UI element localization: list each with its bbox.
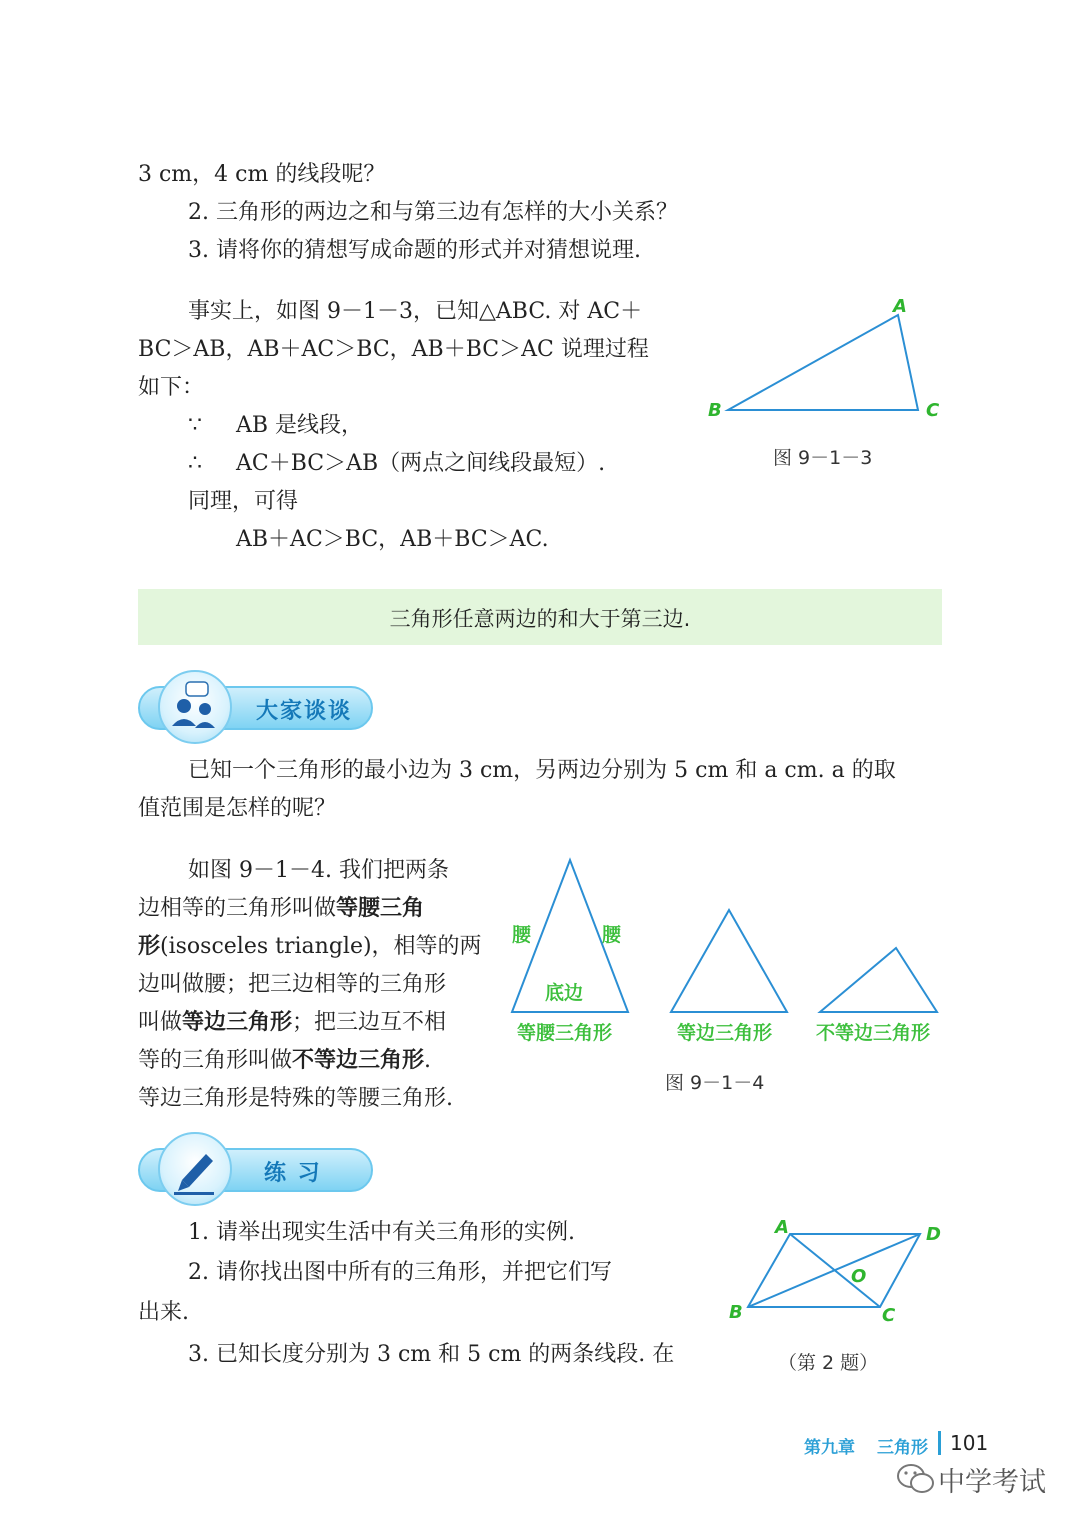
- practice-2: 2. 请你找出图中所有的三角形，并把它们写: [188, 1260, 612, 1285]
- proof-line-2: BC＞AB，AB＋AC＞BC，AB＋BC＞AC 说理过程: [138, 337, 649, 362]
- scalene-caption: 不等边三角形: [816, 1022, 931, 1044]
- question-3: 3. 请将你的猜想写成命题的形式并对猜想说理.: [188, 238, 641, 263]
- equilateral-triangle: [671, 910, 787, 1012]
- vertex-d-label: D: [926, 1224, 941, 1245]
- page-number: 101: [950, 1431, 989, 1455]
- pencil-icon: [160, 1134, 230, 1204]
- def-text: 等的三角形叫做: [138, 1048, 293, 1073]
- def-text: 边相等的三角形叫做: [138, 896, 337, 921]
- practice-label: 练 习: [264, 1161, 322, 1186]
- proof-result: AB＋AC＞BC，AB＋BC＞AC.: [236, 527, 549, 552]
- def-text: 叫做: [138, 1010, 183, 1035]
- isosceles-caption: 等腰三角形: [517, 1022, 613, 1044]
- term-isosceles-end: 形: [138, 934, 161, 959]
- diagonal-bd: [748, 1234, 920, 1307]
- def-line-1: 如图 9－1－4. 我们把两条: [188, 858, 449, 883]
- practice-icon-circle: [158, 1132, 232, 1206]
- practice-2-cont: 出来.: [138, 1300, 189, 1325]
- discuss-line-2: 值范围是怎样的呢？: [138, 796, 337, 821]
- scalene-triangle: [820, 948, 937, 1012]
- term-isosceles: 等腰三角: [336, 896, 425, 921]
- vertex-a-label: A: [893, 296, 907, 317]
- because-symbol: ∵: [188, 413, 202, 438]
- def-line-6: [138, 1046, 431, 1076]
- point-o-label: O: [851, 1266, 867, 1287]
- leg-right-label: 腰: [602, 924, 622, 946]
- footer-divider: [938, 1431, 941, 1455]
- equilateral-caption: 等边三角形: [677, 1022, 773, 1044]
- question-2: 2. 三角形的两边之和与第三边有怎样的大小关系？: [188, 200, 678, 225]
- wechat-icon: [896, 1462, 936, 1496]
- practice-3: 3. 已知长度分别为 3 cm 和 5 cm 的两条线段. 在: [188, 1342, 675, 1367]
- leg-left-label: 腰: [512, 924, 532, 946]
- vertex-a-label: A: [775, 1217, 789, 1238]
- figure-caption: 图 9－1－3: [773, 447, 873, 469]
- practice-1: 1. 请举出现实生活中有关三角形的实例.: [188, 1220, 575, 1245]
- term-equilateral: 等边三角形: [182, 1010, 293, 1035]
- def-line-2: [138, 894, 424, 924]
- chapter-number: 第九章: [804, 1438, 855, 1458]
- def-text: (isosceles triangle)，相等的两: [160, 934, 482, 959]
- def-line-4: 边叫做腰；把三边相等的三角形: [138, 972, 447, 997]
- def-line-5: [138, 1008, 446, 1038]
- def-text: ；把三边互不相: [292, 1010, 447, 1035]
- term-scalene: 不等边三角形: [292, 1048, 425, 1073]
- def-text: .: [424, 1048, 432, 1073]
- similarly-text: 同理，可得: [188, 489, 299, 514]
- vertex-b-label: B: [729, 1302, 743, 1323]
- triangle-abc: [728, 315, 918, 410]
- theorem-text: 三角形任意两边的和大于第三边.: [389, 607, 691, 631]
- theorem-box: [138, 589, 942, 645]
- proof-line-3: 如下：: [138, 375, 205, 400]
- discuss-line-1: 已知一个三角形的最小边为 3 cm，另两边分别为 5 cm 和 a cm. a 的取: [188, 758, 896, 783]
- watermark-text: 中学考试: [938, 1467, 1046, 1498]
- figure-caption: （第 2 题）: [778, 1352, 879, 1374]
- proof-line-1: 事实上，如图 9－1－3，已知△ABC. 对 AC＋: [188, 299, 643, 324]
- therefore-text: AC＋BC＞AB（两点之间线段最短）.: [236, 451, 606, 476]
- figure-caption: 图 9－1－4: [665, 1072, 765, 1094]
- discuss-icon-circle: [158, 670, 232, 744]
- def-line-3: [138, 932, 482, 962]
- therefore-symbol: ∴: [188, 451, 202, 476]
- because-text: AB 是线段，: [236, 413, 364, 438]
- def-line-7: 等边三角形是特殊的等腰三角形.: [138, 1086, 453, 1111]
- vertex-c-label: C: [926, 400, 940, 421]
- discuss-label: 大家谈谈: [256, 699, 353, 724]
- vertex-c-label: C: [882, 1305, 896, 1326]
- people-talking-icon: [160, 672, 230, 742]
- intro-line: 3 cm，4 cm 的线段呢？: [138, 162, 386, 187]
- base-label: 底边: [545, 982, 584, 1004]
- chapter-title: 三角形: [877, 1438, 928, 1458]
- vertex-b-label: B: [708, 400, 722, 421]
